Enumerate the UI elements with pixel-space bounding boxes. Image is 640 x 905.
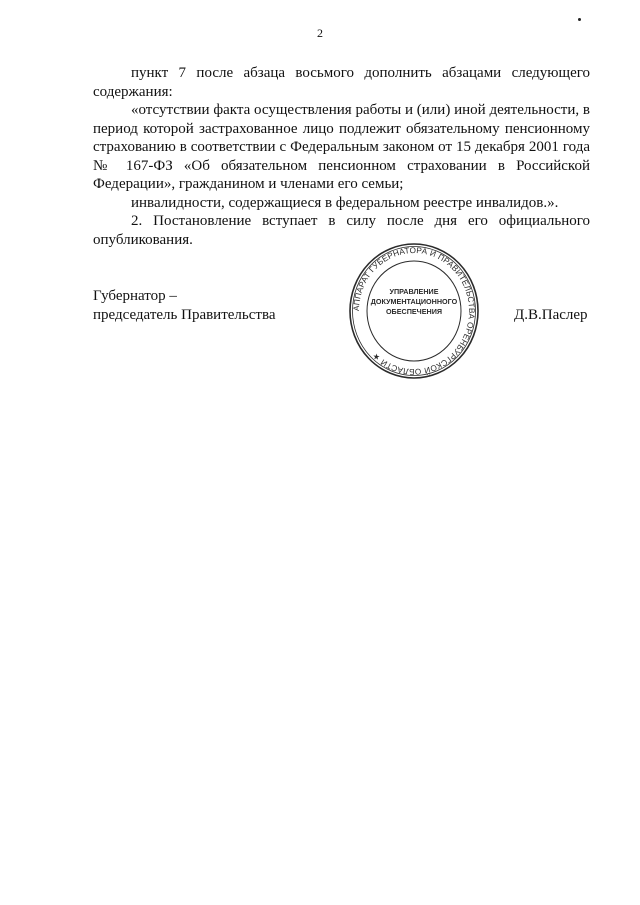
page-number: 2 (317, 26, 323, 40)
seal-center-line1: УПРАВЛЕНИЕ (389, 287, 439, 296)
seal-center-line2: ДОКУМЕНТАЦИОННОГО (370, 297, 458, 306)
paragraph-quoted-clause: «отсутствии факта осуществления работы и (или) иной деятельности, в период которой застрахованное лицо подлежит обязательному пенсионному страхованию в соответствии с Федеральным законом от 15 декабря 2001 года № 167-ФЗ «Об обязательном пенсионном страховании в Российской Федерации», гражданином и членами его семьи; (93, 102, 590, 192)
seal-center-line3: ОБЕСПЕЧЕНИЯ (385, 307, 443, 316)
scan-mark-dot (578, 18, 581, 21)
signatory-position-line1: Губернатор – (93, 288, 177, 304)
document-body (93, 64, 590, 249)
signatory-position-line2: председатель Правительства (93, 307, 276, 323)
paragraph-effective-date: 2. Постановление вступает в силу после дня его официального опубликования. (93, 213, 590, 248)
signatory-name: Д.В.Паслер (514, 307, 588, 323)
official-seal (348, 241, 480, 381)
seal-ring-text: АППАРАТ ГУБЕРНАТОРА И ПРАВИТЕЛЬСТВА ОРЕНБУРГСКОЙ ОБЛАСТИ ★ (351, 245, 477, 377)
paragraph-disability-clause: инвалидности, содержащиеся в федеральном реестре инвалидов.». (131, 194, 559, 211)
paragraph-amendment-intro: пункт 7 после абзаца восьмого дополнить абзацами следующего содержания: (93, 65, 590, 100)
signatory-position (93, 287, 276, 325)
